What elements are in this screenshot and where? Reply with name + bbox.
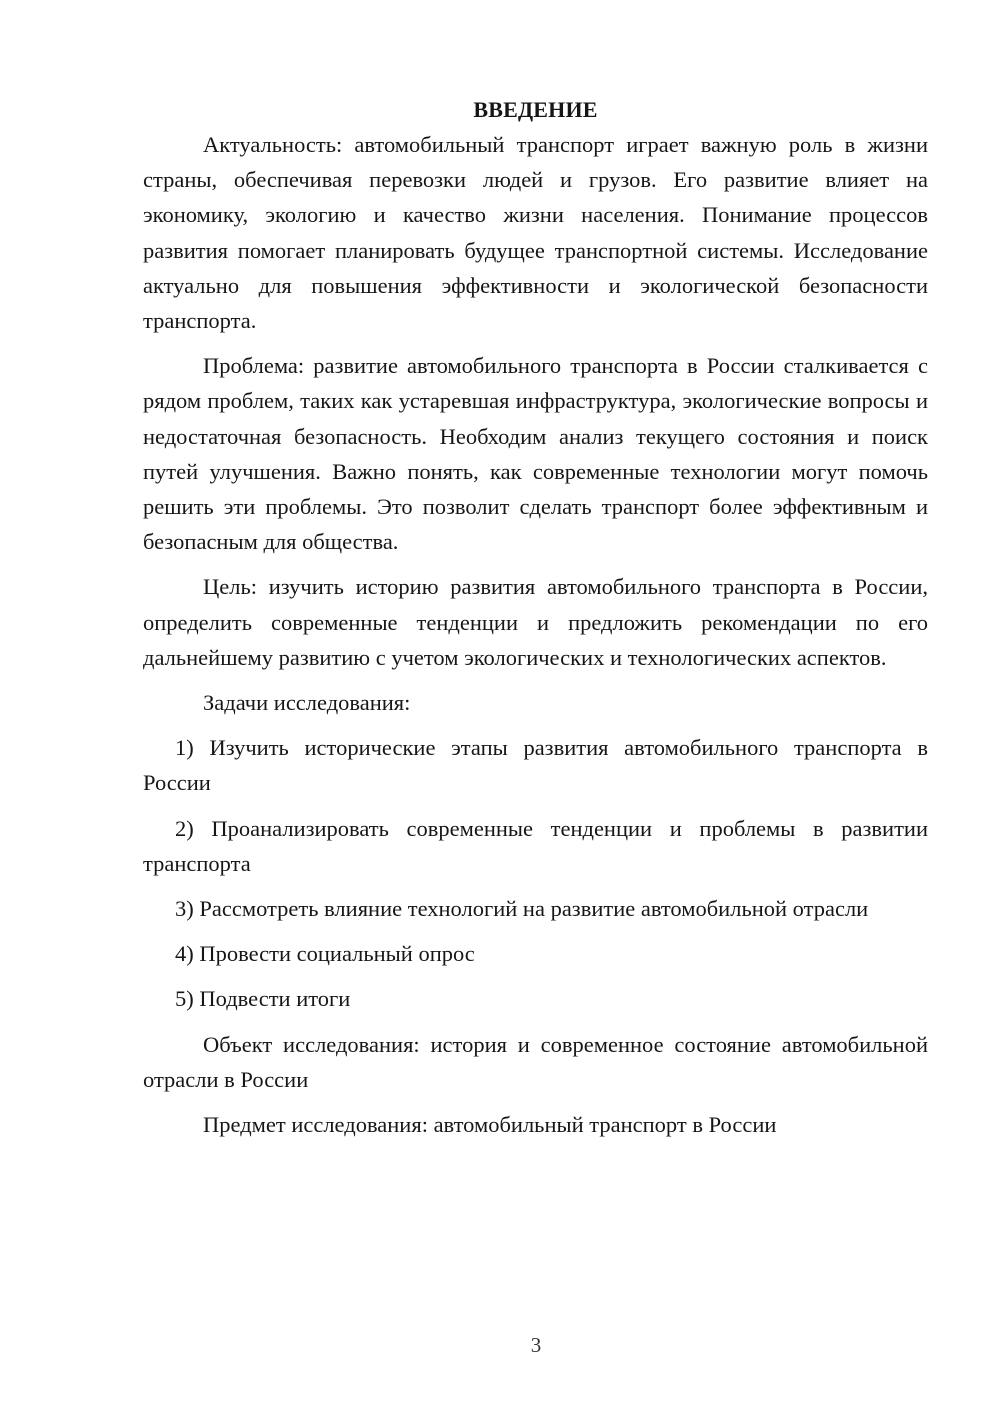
goal-paragraph: Цель: изучить историю развития автомобильного транспорта в России, определить современные тенденции и предложить рекомендации по его дальнейшему развитию с учетом экологических и технологических аспектов.: [143, 574, 928, 670]
section-title: ВВЕДЕНИЕ: [473, 97, 598, 122]
task-item-1: 1) Изучить исторические этапы развития автомобильного транспорта в России: [143, 735, 928, 796]
task-item-2: 2) Проанализировать современные тенденции и проблемы в развитии транспорта: [143, 815, 928, 876]
tasks-heading: Задачи исследования:: [203, 690, 411, 716]
task-item-3: 3) Рассмотреть влияние технологий на развитие автомобильной отрасли: [175, 896, 869, 922]
task-item-5: 5) Подвести итоги: [175, 986, 351, 1012]
problem-paragraph: Проблема: развитие автомобильного транспорта в России сталкивается с рядом проблем, таких как устаревшая инфраструктура, экологические вопросы и недостаточная безопасность. Необходим анализ текущего состояния и поиск путей улучшения. Важно понять, как современные технологии могут помочь решить эти проблемы. Это позволит сделать транспорт более эффективным и безопасным для общества.: [143, 353, 928, 555]
page-content: [143, 92, 928, 1152]
task-item-4: 4) Провести социальный опрос: [175, 941, 475, 967]
research-subject-paragraph: Предмет исследования: автомобильный транспорт в России: [203, 1112, 777, 1138]
relevance-paragraph: Актуальность: автомобильный транспорт играет важную роль в жизни страны, обеспечивая перевозки людей и грузов. Его развитие влияет на экономику, экологию и качество жизни населения. Понимание процессов развития помогает планировать будущее транспортной системы. Исследование актуально для повышения эффективности и экологической безопасности транспорта.: [143, 132, 928, 334]
research-object-paragraph: Объект исследования: история и современное состояние автомобильной отрасли в России: [143, 1031, 928, 1092]
page-number: 3: [530, 1333, 542, 1357]
